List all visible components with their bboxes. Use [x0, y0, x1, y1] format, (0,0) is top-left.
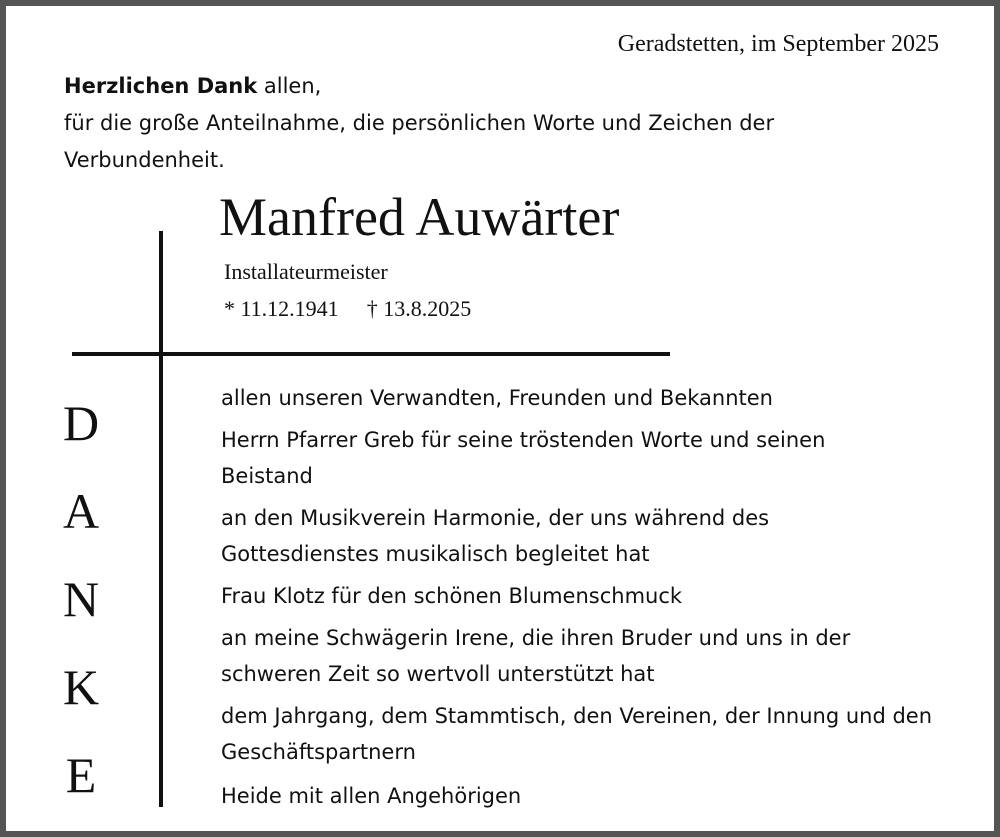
place-date: Geradstetten, im September 2025 — [617, 31, 939, 57]
cross-vertical-bar — [159, 231, 163, 807]
thanks-item: an den Musikverein Harmonie, der uns während des Gottesdienstes musikalisch begleitet hat — [221, 506, 770, 566]
thanks-item: an meine Schwägerin Irene, die ihren Bruder und uns in der schweren Zeit so wertvoll unterstützt hat — [221, 626, 851, 686]
intro-line-3: Verbundenheit. — [64, 148, 225, 172]
deceased-name: Manfred Auwärter — [219, 187, 620, 247]
intro-line-1-rest: allen, — [257, 74, 322, 98]
intro-text — [64, 68, 774, 179]
danke-letter-d: D — [62, 395, 100, 451]
cross-horizontal-bar — [72, 352, 670, 356]
thanks-list — [221, 380, 971, 776]
deceased-profession: Installateurmeister — [224, 259, 388, 284]
intro-bold: Herzlichen Dank — [64, 74, 258, 98]
intro-line-1 — [64, 68, 774, 105]
death-date: † 13.8.2025 — [366, 296, 472, 321]
danke-letter-e: E — [65, 747, 97, 803]
signature: Heide mit allen Angehörigen — [221, 784, 522, 808]
danke-letter-n: N — [62, 571, 100, 627]
life-dates — [224, 296, 471, 322]
thanks-item: Herrn Pfarrer Greb für seine tröstenden Worte und seinen Beistand — [221, 428, 826, 488]
thanks-item: allen unseren Verwandten, Freunden und Bekannten — [221, 386, 773, 410]
intro-line-2: für die große Anteilnahme, die persönlichen Worte und Zeichen der — [64, 111, 775, 135]
thanks-item: dem Jahrgang, dem Stammtisch, den Vereinen, der Innung und den Geschäftspartnern — [221, 704, 933, 764]
thanks-item: Frau Klotz für den schönen Blumenschmuck — [221, 584, 683, 608]
danke-letter-k: K — [62, 659, 100, 715]
danke-letter-a: A — [62, 483, 100, 539]
birth-date: * 11.12.1941 — [224, 296, 339, 321]
